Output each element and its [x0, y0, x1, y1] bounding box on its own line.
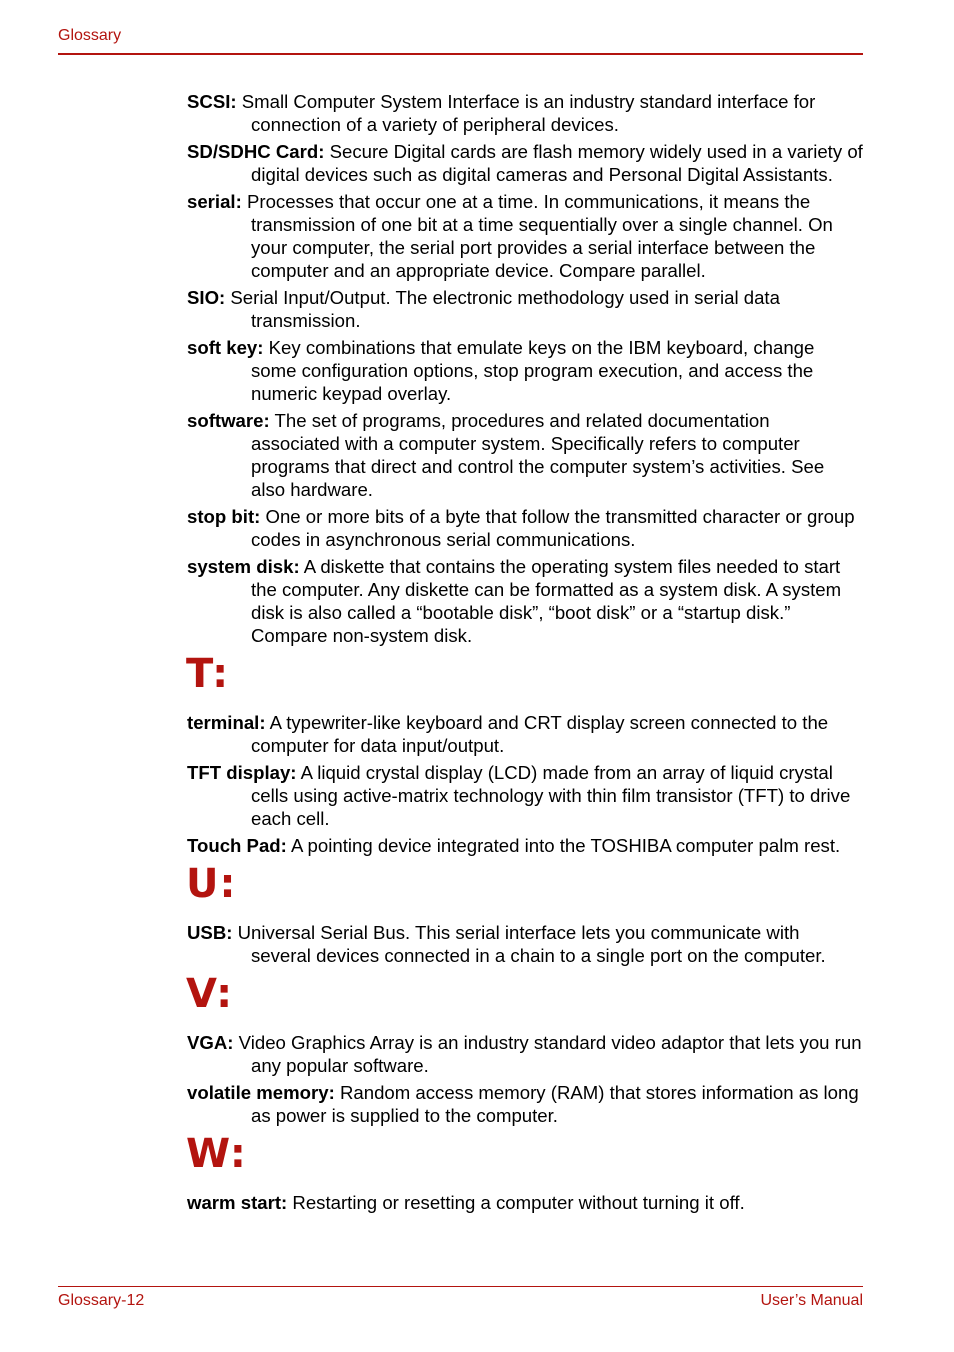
- section-letter-v: V:: [186, 971, 234, 1017]
- glossary-entry: [187, 336, 863, 405]
- glossary-entry: [187, 1081, 863, 1127]
- glossary-definition: Universal Serial Bus. This serial interface lets you communicate with several devices connected in a chain to a single port on the computer.: [237, 922, 826, 966]
- glossary-definition: Small Computer System Interface is an industry standard interface for connection of a variety of peripheral devices.: [241, 91, 816, 135]
- glossary-entry: [187, 140, 863, 186]
- glossary-definition: A typewriter-like keyboard and CRT display screen connected to the computer for data input/output.: [251, 712, 829, 756]
- footer-manual-title: User’s Manual: [760, 1292, 863, 1309]
- section-letter-t: T:: [186, 651, 230, 697]
- glossary-definition: Random access memory (RAM) that stores information as long as power is supplied to the computer.: [251, 1082, 859, 1126]
- glossary-definition: Secure Digital cards are flash memory widely used in a variety of digital devices such as digital cameras and Personal Digital Assistants.: [251, 141, 863, 185]
- glossary-term: SD/SDHC Card:: [187, 141, 325, 162]
- glossary-entry: [187, 834, 863, 857]
- glossary-term: stop bit:: [187, 506, 261, 527]
- glossary-term: soft key:: [187, 337, 264, 358]
- glossary-entry: [187, 90, 863, 136]
- page-header-title: Glossary: [58, 27, 122, 44]
- footer-rule: [58, 1286, 863, 1287]
- glossary-term: TFT display:: [187, 762, 297, 783]
- glossary-term: SIO:: [187, 287, 226, 308]
- glossary-term: Touch Pad:: [187, 835, 287, 856]
- glossary-entry: [187, 505, 863, 551]
- glossary-content: [187, 90, 863, 1218]
- glossary-term: SCSI:: [187, 91, 237, 112]
- glossary-definition: Processes that occur one at a time. In communications, it means the transmission of one bit at a time sequentially over a single channel. On your computer, the serial port provides a serial interface between the computer and an appropriate device. Compare parallel.: [246, 191, 833, 281]
- glossary-entry: [187, 409, 863, 501]
- glossary-term: terminal:: [187, 712, 266, 733]
- header-rule: [58, 53, 863, 55]
- glossary-entry: [187, 761, 863, 830]
- glossary-entry: [187, 711, 863, 757]
- glossary-term: volatile memory:: [187, 1082, 335, 1103]
- glossary-entry: [187, 286, 863, 332]
- glossary-term: VGA:: [187, 1032, 234, 1053]
- glossary-definition: Key combinations that emulate keys on the IBM keyboard, change some configuration options, stop program execution, and access the numeric keypad overlay.: [251, 337, 815, 404]
- glossary-entry: [187, 1191, 863, 1214]
- glossary-definition: A diskette that contains the operating system files needed to start the computer. Any diskette can be formatted as a system disk. A system disk is also called a “bootable disk”, “boot disk” or a “startup disk.” Compare non-system disk.: [251, 556, 842, 646]
- glossary-entry: [187, 555, 863, 647]
- glossary-definition: The set of programs, procedures and related documentation associated with a computer system. Specifically refers to computer programs that direct and control the computer system’s activities. See also hardware.: [251, 410, 825, 500]
- glossary-term: USB:: [187, 922, 233, 943]
- glossary-definition: Serial Input/Output. The electronic methodology used in serial data transmission.: [230, 287, 780, 331]
- glossary-definition: One or more bits of a byte that follow the transmitted character or group codes in asynchronous serial communications.: [251, 506, 855, 550]
- glossary-definition: A liquid crystal display (LCD) made from an array of liquid crystal cells using active-matrix technology with thin film transistor (TFT) to drive each cell.: [251, 762, 851, 829]
- glossary-definition: Restarting or resetting a computer without turning it off.: [292, 1192, 745, 1213]
- glossary-term: serial:: [187, 191, 242, 212]
- glossary-definition: A pointing device integrated into the TOSHIBA computer palm rest.: [291, 835, 841, 856]
- footer-page-number: Glossary-12: [58, 1292, 145, 1309]
- glossary-term: system disk:: [187, 556, 300, 577]
- glossary-entry: [187, 190, 863, 282]
- glossary-term: software:: [187, 410, 270, 431]
- glossary-entry: [187, 1031, 863, 1077]
- glossary-term: warm start:: [187, 1192, 288, 1213]
- section-letter-w: W:: [186, 1131, 247, 1177]
- section-letter-u: U:: [186, 861, 237, 907]
- glossary-entry: [187, 921, 863, 967]
- glossary-definition: Video Graphics Array is an industry standard video adaptor that lets you run any popular software.: [238, 1032, 862, 1076]
